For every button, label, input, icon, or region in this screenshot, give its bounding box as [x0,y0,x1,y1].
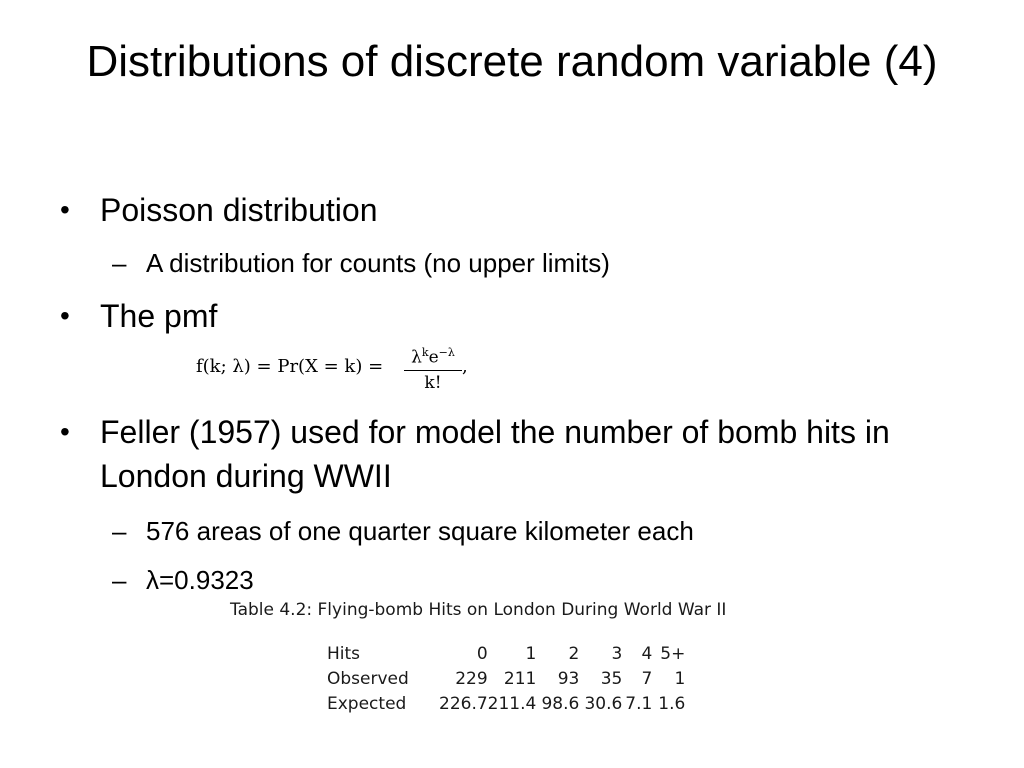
table-caption: Table 4.2: Flying-bomb Hits on London During World War II [230,600,727,620]
formula-comma: , [462,356,468,377]
bullet-poisson [60,188,378,232]
formula-num-exp: k [421,346,429,359]
fraction-bar [404,370,462,371]
row-label: Observed [327,669,409,689]
formula-num-base: λ [411,347,422,368]
sub-bullet-text: 576 areas of one quarter square kilometer each [146,516,694,546]
table-cell: 7.1 [625,694,653,714]
bullet-text: Feller (1957) used for model the number of bomb hits in London during WWII [100,414,890,494]
dash-marker: – [112,565,127,595]
formula-denominator: k! [424,372,442,393]
sub-bullet-text: A distribution for counts (no upper limits) [146,248,610,278]
table-cell: 211 [503,669,537,689]
table-cell: 226.7 [439,694,488,714]
table-cell: 1.6 [658,694,686,714]
bullet-text: The pmf [100,298,218,334]
table-cell: 1 [674,669,686,689]
table-row-expected [327,692,685,717]
table-cell: 93 [557,669,580,689]
slide-title: Distributions of discrete random variable (4) [86,37,938,86]
table-cell: 2 [568,644,580,664]
sub-bullet-text: λ=0.9323 [146,565,254,595]
sub-bullet-counts [112,246,610,280]
sub-bullet-lambda [112,563,254,597]
formula-fraction [404,342,462,394]
table-cell: 98.6 [541,694,580,714]
poisson-pmf-formula [196,342,486,394]
table-cell: 229 [455,669,488,689]
table-cell: 211.4 [487,694,537,714]
formula-lhs: f(k; λ) = Pr(X = k) = [196,356,384,377]
formula-numerator [404,342,462,369]
table-cell: 7 [641,669,653,689]
bomb-hits-table-figure [228,596,808,726]
table-cell: 35 [600,669,623,689]
bullet-marker: • [60,416,70,447]
table-cell: 4 [641,644,653,664]
table-cell: 30.6 [584,694,623,714]
bullet-marker: • [60,194,70,225]
formula-num-rest: e [428,347,439,368]
bullet-pmf [60,294,218,338]
bullet-text: Poisson distribution [100,192,378,228]
dash-marker: – [112,516,127,546]
dash-marker: – [112,248,127,278]
bullet-marker: • [60,300,70,331]
table-cell: 0 [476,644,488,664]
bomb-hits-table [327,642,685,717]
bullet-feller [60,410,930,498]
table-row-observed [327,667,685,692]
table-cell: 1 [525,644,537,664]
row-label: Expected [327,694,407,714]
table-cell: 5+ [660,644,686,664]
formula-num-rest-exp: −λ [438,346,455,359]
sub-bullet-areas [112,514,694,548]
table-cell: 3 [611,644,623,664]
row-label: Hits [327,644,361,664]
table-row-hits [327,642,685,667]
